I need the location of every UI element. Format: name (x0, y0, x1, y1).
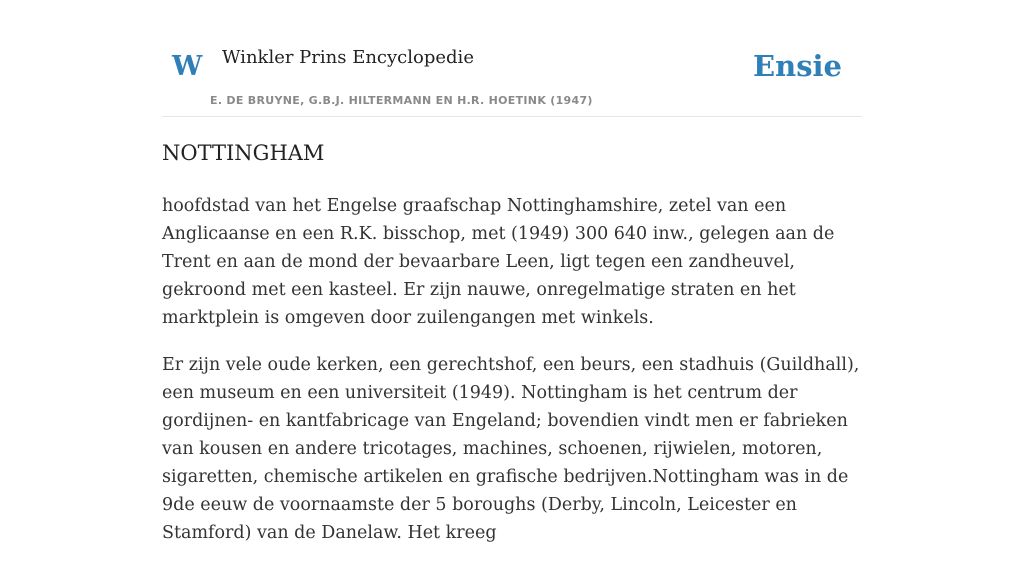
publication-authors: E. DE BRUYNE, G.B.J. HILTERMANN EN H.R. HOETINK (1947) (210, 94, 593, 107)
ensie-logo[interactable]: Ensie (753, 49, 842, 83)
publication-title[interactable]: Winkler Prins Encyclopedie (222, 47, 474, 68)
article-paragraph: hoofdstad van het Engelse graafschap Nottinghamshire, zetel van een Anglicaanse en een R.K. bisschop, met (1949) 300 640 inw., gelegen aan de Trent en aan de mond der bevaarbare Leen, ligt tegen een zandheuvel, gekroond met een kasteel. Er zijn nauwe, onregelmatige straten en het marktplein is omgeven door zuilengangen met winkels. (162, 196, 835, 328)
page-header (162, 0, 862, 117)
winkler-prins-logo[interactable]: W (172, 51, 203, 82)
article-paragraph: Er zijn vele oude kerken, een gerechtshof, een beurs, een stadhuis (Guildhall), een museum en een universiteit (1949). Nottingham is het centrum der gordijnen- en kantfabricage van Engeland; bovendien vindt men er fabrieken van kousen en andere tricotages, machines, schoenen, rijwielen, motoren, sigaretten, chemische artikelen en grafische bedrijven.Nottingham was in de 9de eeuw de voornaamste der 5 boroughs (Derby, Lincoln, Leicester en Stamford) van de Danelaw. Het kreeg (162, 355, 860, 543)
article-title: NOTTINGHAM (162, 141, 325, 165)
article-body (162, 192, 862, 566)
